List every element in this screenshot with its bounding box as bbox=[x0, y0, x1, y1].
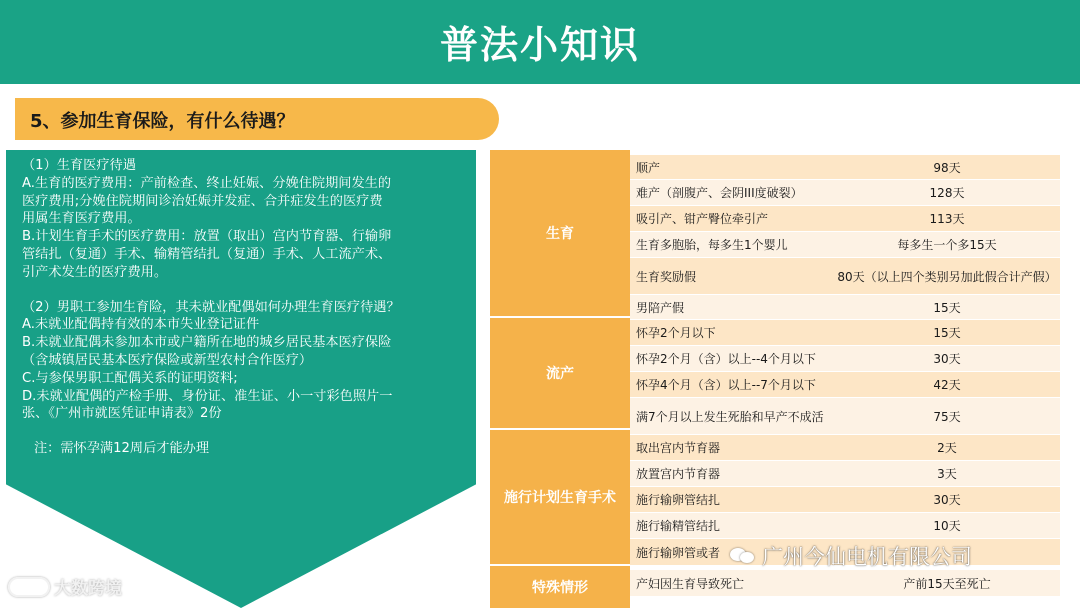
row-name: 怀孕2个月以下 bbox=[636, 326, 716, 340]
row-name: 施行输精管结扎 bbox=[636, 519, 721, 533]
row-days: 30天 bbox=[933, 352, 961, 366]
category-cell: 特殊情形 bbox=[490, 566, 630, 608]
row-name: 施行输卵管结扎 bbox=[636, 493, 721, 507]
row-name: 取出宫内节育器 bbox=[636, 441, 721, 455]
row-name: 吸引产、钳产臀位牵引产 bbox=[636, 212, 769, 226]
watermark-bottom-right bbox=[730, 541, 972, 571]
row-name: 放置宫内节育器 bbox=[636, 467, 721, 481]
row-days: 80天（以上四个类别另加此假合计产假） bbox=[837, 269, 1057, 284]
table-row bbox=[630, 513, 1060, 538]
row-name: 生育多胞胎，每多生1个婴儿 bbox=[636, 238, 788, 252]
row-name: 产妇因生育导致死亡 bbox=[636, 576, 745, 591]
watermark-logo-icon bbox=[8, 577, 50, 597]
table-row bbox=[630, 258, 1060, 294]
row-days: 98天 bbox=[933, 160, 961, 175]
table-row bbox=[630, 232, 1060, 257]
row-days: 30天 bbox=[933, 493, 961, 507]
table-row bbox=[630, 372, 1060, 397]
table-row bbox=[630, 295, 1060, 319]
row-name: 难产（剖腹产、会阴III度破裂） bbox=[636, 186, 803, 200]
row-name: 施行输卵管或者 bbox=[636, 545, 721, 560]
table-row bbox=[630, 206, 1060, 231]
row-name: 生育奖励假 bbox=[636, 269, 697, 284]
row-days: 113天 bbox=[929, 212, 965, 226]
row-days: 128天 bbox=[929, 186, 965, 200]
page-title: 普法小知识 bbox=[439, 23, 640, 67]
info-line: 引产术发生的医疗费用。 bbox=[22, 264, 168, 280]
row-days: 15天 bbox=[933, 300, 961, 315]
category-cell: 流产 bbox=[490, 318, 630, 428]
row-days: 每多生一个多15天 bbox=[897, 238, 997, 252]
row-name: 怀孕2个月（含）以上--4个月以下 bbox=[636, 352, 816, 366]
info-line: 张、《广州市就医凭证申请表》2份 bbox=[22, 406, 222, 422]
table-row bbox=[630, 180, 1060, 205]
wechat-icon bbox=[730, 546, 756, 566]
question-text: 5、参加生育保险，有什么待遇？ bbox=[30, 111, 295, 132]
watermark-bottom-left bbox=[8, 574, 122, 599]
info-line: （2）男职工参加生育险，其未就业配偶如何办理生育医疗待遇？ bbox=[22, 299, 400, 315]
info-line: C.与参保男职工配偶关系的证明资料; bbox=[22, 370, 238, 386]
row-days: 3天 bbox=[937, 467, 957, 481]
row-days: 42天 bbox=[933, 378, 961, 392]
info-panel-text bbox=[22, 157, 472, 458]
row-days: 75天 bbox=[933, 409, 961, 424]
info-line: D.未就业配偶的产检手册、身份证、准生证、小一寸彩色照片一 bbox=[22, 388, 393, 404]
table-row bbox=[630, 346, 1060, 371]
row-days: 10天 bbox=[933, 519, 961, 533]
table-row bbox=[630, 155, 1060, 179]
info-line: B.未就业配偶未参加本市或户籍所在地的城乡居民基本医疗保险 bbox=[22, 335, 392, 351]
table-row bbox=[630, 461, 1060, 486]
row-name: 顺产 bbox=[636, 160, 661, 175]
info-line: A.未就业配偶持有效的本市失业登记证件 bbox=[22, 317, 260, 333]
info-note: 注：需怀孕满12周后才能办理 bbox=[34, 441, 210, 457]
info-line: A.生育的医疗费用：产前检查、终止妊娠、分娩住院期间发生的 bbox=[22, 175, 392, 191]
info-line: 管结扎（复通）手术、输精管结扎（复通）手术、人工流产术、 bbox=[22, 246, 392, 262]
watermark-text: 大数跨境 bbox=[54, 579, 122, 599]
watermark-text: 广州今仙电机有限公司 bbox=[762, 545, 972, 569]
row-days: 产前15天至死亡 bbox=[903, 576, 991, 591]
table-row bbox=[630, 570, 1060, 596]
info-line: 用属生育医疗费用。 bbox=[22, 211, 141, 227]
table-row bbox=[630, 320, 1060, 345]
category-cell: 施行计划生育手术 bbox=[490, 430, 630, 564]
info-line: （1）生育医疗待遇 bbox=[22, 158, 136, 173]
info-line: 医疗费用;分娩住院期间诊治妊娠并发症、合并症发生的医疗费 bbox=[22, 193, 383, 209]
row-days: 15天 bbox=[933, 326, 961, 340]
row-name: 怀孕4个月（含）以上--7个月以下 bbox=[636, 378, 816, 392]
row-name: 满7个月以上发生死胎和早产不成活 bbox=[636, 409, 824, 424]
info-line: （含城镇居民基本医疗保险或新型农村合作医疗） bbox=[22, 352, 313, 368]
table-row bbox=[630, 487, 1060, 512]
info-line: B.计划生育手术的医疗费用：放置（取出）宫内节育器、行输卵 bbox=[22, 229, 392, 245]
row-name: 男陪产假 bbox=[636, 300, 685, 315]
table-row bbox=[630, 398, 1060, 434]
row-days: 2天 bbox=[937, 441, 957, 455]
category-cell: 生育 bbox=[490, 150, 630, 316]
table-row bbox=[630, 435, 1060, 460]
